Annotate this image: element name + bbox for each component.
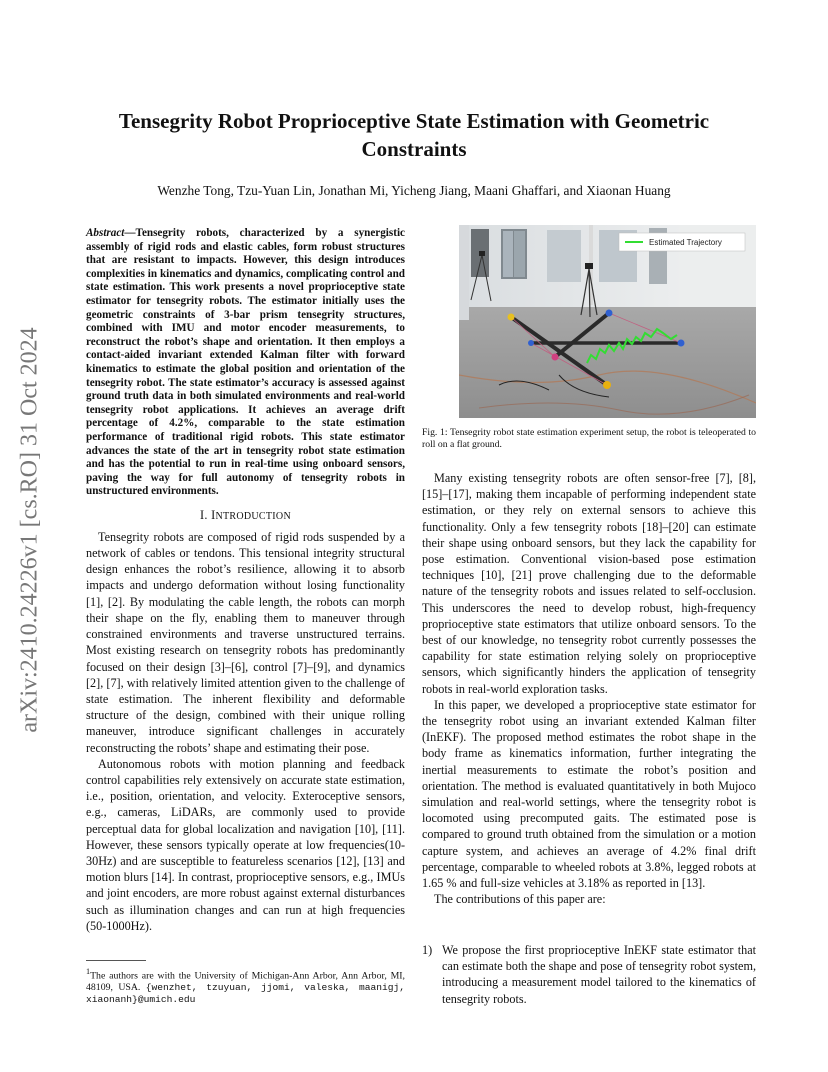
author-list: Wenzhe Tong, Tzu-Yuan Lin, Jonathan Mi, Yicheng Jiang, Maani Ghaffari, and Xiaonan Huang: [157, 183, 671, 198]
contribution-item: [422, 942, 756, 1007]
contribution-number: 1): [422, 943, 433, 957]
section-heading-introduction: I. INTRODUCTION: [200, 507, 291, 522]
arxiv-identifier: arXiv:2410.24226v1 [cs.RO] 31 Oct 2024: [16, 327, 43, 733]
right-paragraph-1: Many existing tensegrity robots are often sensor-free [7], [8], [15]–[17], making them incapable of performing independent state estimation, or they rely on external sensors to achieve this functionality. Only a few tensegrity robots [18]–[20] can estimate their shape using onboard sensors, but they lack the capability for pose estimation. Conventional vision-based pose estimation techniques [10], [21] prove challenging due to the deformable nature of the tensegrity robots and issues related to self-occlusion. This underscores the need to develop robust, high-frequency proprioceptive state estimators that utilize onboard sensors. To the best of our knowledge, no tensegrity robot currently possesses the capability for state estimation relying solely on proprioceptive sensors, which significantly hinders the application of tensegrity robots in real-world exploration tasks.: [422, 471, 756, 696]
left-column: [86, 227, 405, 934]
paper-title: Tensegrity Robot Proprioceptive State Estimation with Geometric Constraints: [118, 109, 710, 161]
figure-caption: Fig. 1: Tensegrity robot state estimation experiment setup, the robot is teleoperated to roll on a flat ground.: [422, 427, 756, 450]
figure-legend: Estimated Trajectory: [649, 238, 722, 247]
affiliation-footnote: $^1$The authors are with the University of Michigan-Ann Arbor, Ann Arbor, MI, 48109, USA. {wenzhet, tzuyuan, jjomi, valeska, maanigj, xiaonanh}@umich.edu: [86, 967, 405, 1006]
author-emails: {wenzhet, tzuyuan, jjomi, valeska, maanigj, xiaonanh}@umich.edu: [86, 982, 405, 1006]
contribution-text: We propose the first proprioceptive InEKF state estimator that can estimate both the shape and pose of tensegrity robot system, introducing a measurement model tailored to the kinematics of tensegrity robots.: [442, 943, 756, 1006]
intro-paragraph-2: Autonomous robots with motion planning and feedback control capabilities rely extensively on accurate state estimation, i.e., position, orientation, and velocity. Exteroceptive sensors, e.g., cameras, LiDARs, are commonly used to provide perceptual data for global localization and navigation [10], [11]. However, these sensors typically operate at low frequencies(10-30Hz) and are susceptible to featureless scenarios [12], [13] and motion blurs [14]. In contrast, proprioceptive sensors, e.g., IMUs and joint encoders, are more robust against external disturbances such as illumination changes and can run at high frequencies (50-1000Hz).: [86, 756, 405, 933]
right-column: [422, 470, 756, 907]
abstract-label: Abstract: [86, 227, 125, 239]
right-paragraph-2: In this paper, we developed a proprioceptive state estimator for the tensegrity robot using an invariant extended Kalman filter (InEKF). The proposed method estimates the robot shape in the body frame as kinematics information, further integrating the inertial measurements to estimate the robot’s position and orientation. The method is evaluated quantitatively in both Mujoco simulation and real-world settings, where the tensegrity robot is locomoted using precomputed gaits. The estimated pose is compared to ground truth obtained from the simulation or a motion capture system, and achieves an average of 4.2% final drift percentage, comparable to wheeled robots at 3.8%, legged robots at 1.65 % and full-size vehicles at 3.18% as reported in [13].: [422, 697, 756, 891]
arxiv-sidebar: [8, 290, 52, 770]
abstract: Abstract—Tensegrity robots, characterized by a synergistic assembly of rigid rods and elastic cables, form robust structures that are resistant to impacts. However, this design introduces complexities in kinematics and dynamics, complicating control and state estimation. This work presents a novel proprioceptive state estimator for tensegrity robots. The estimator initially uses the geometric constraints of 3-bar prism tensegrity structures, combined with IMU and motor encoder measurements, to reconstruct the robot’s shape and orientation. It then employs a contact-aided invariant extended Kalman filter with forward kinematics to estimate the global position and orientation of the tensegrity robot. The state estimator’s accuracy is assessed against ground truth data in both simulated environments and real-world tensegrity robot applications. It achieves an average drift percentage of 4.2%, comparable to the state estimation performance of traditional rigid robots. This state estimator advances the state of the art in tensegrity robot state estimation and has the potential to run in real-time using onboard sensors, paving the way for full autonomy of tensegrity robots in unstructured environments.: [86, 227, 405, 498]
footnote-rule: [86, 960, 146, 961]
intro-paragraph-1: Tensegrity robots are composed of rigid rods suspended by a network of cables or tendons. This tensional integrity structural design enhances the robot’s resilience, allowing it to absorb impacts and undergo deformation without losing functionality [1], [2]. By modulating the cable length, the robots can morph their shape on the fly, enabling them to maneuver through constrained environments and traverse unstructured terrains. Most existing research on tensegrity robots has predominantly focused on their design [3]–[6], control [7]–[9], and dynamics [2], [7], with relatively limited attention given to the challenge of state estimation. The inherent flexibility and deformable structure of the design, combined with their unique rolling maneuver, introduce significant challenges in accurately reconstructing the robots’ shape and estimating their pose.: [86, 529, 405, 755]
experiment-photo: [459, 225, 756, 418]
right-paragraph-3: The contributions of this paper are:: [434, 892, 606, 907]
abstract-text: Tensegrity robots, characterized by a synergistic assembly of rigid rods and elastic cables, form robust structures that are resistant to impacts. However, this design introduces complexities in kinematics and dynamics, complicating control and state estimation. This work presents a novel proprioceptive state estimator for tensegrity robots. The estimator initially uses the geometric constraints of 3-bar prism tensegrity structures, combined with IMU and motor encoder measurements, to reconstruct the robot’s shape and orientation. It then employs a contact-aided invariant extended Kalman filter with forward kinematics to estimate the global position and orientation of the tensegrity robot. The state estimator’s accuracy is assessed against ground truth data in both simulated environments and real-world tensegrity robot applications. It achieves an average drift percentage of 4.2%, comparable to the state estimation performance of traditional rigid robots. This state estimator advances the state of the art in tensegrity robot state estimation and has the potential to run in real-time using onboard sensors, paving the way for full autonomy of tensegrity robots in unstructured environments.: [86, 227, 405, 498]
